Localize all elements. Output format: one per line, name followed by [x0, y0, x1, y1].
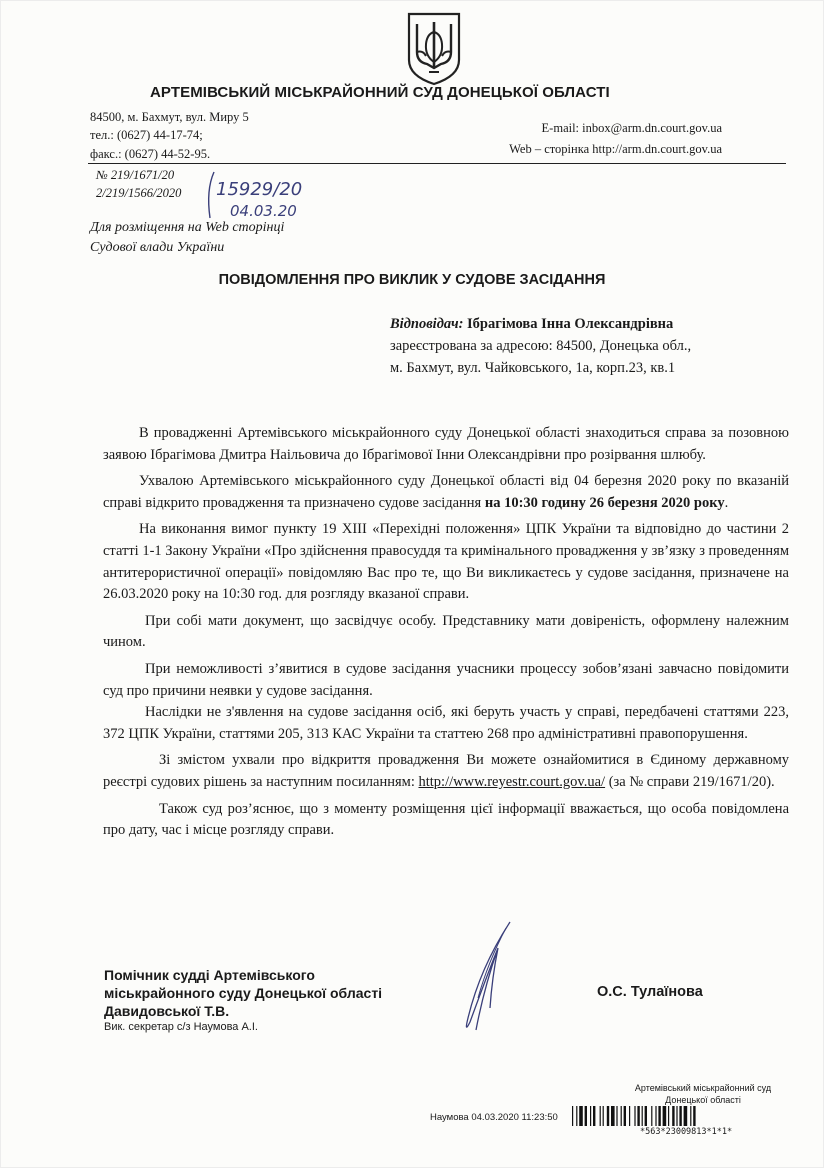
court-phone: тел.: (0627) 44-17-74;	[90, 128, 203, 142]
court-name: АРТЕМІВСЬКИЙ МІСЬКРАЙОННИЙ СУД ДОНЕЦЬКОЇ ОБЛАСТІ	[150, 84, 610, 101]
handwritten-reference: 15929/20	[216, 179, 303, 200]
barcode-number: *563*23009813*1*1*	[640, 1127, 733, 1137]
registration-stamp: Наумова 04.03.2020 11:23:50	[430, 1112, 558, 1123]
signatory-position-line2: міськрайонного суду Донецької області	[104, 985, 383, 1001]
paragraph-absence: При неможливості з’явитися в судове засідання учасники процессу зобов’язані завчасно повідомити суд про причини неявки у судове засідання.	[103, 660, 789, 699]
executor-note: Вик. секретар с/з Наумова А.І.	[104, 1021, 258, 1033]
paragraph-registry	[103, 750, 789, 793]
proceeding-number: 2/219/1566/2020	[96, 186, 182, 200]
notice-body	[103, 423, 789, 842]
signer-name: О.С. Тулаїнова	[597, 984, 703, 1000]
hearing-datetime: на 10:30 годину 26 березня 2020 року	[484, 494, 725, 511]
paragraph-summons: На виконання вимог пункту 19 ХІІІ «Перехідні положення» ЦПК України та відповідно до частини 2 статті 1-1 Закону України «Про здійснення правосуддя та кримінального провадження у зв’язку з проведенням антитерористичної операції» повідомляю Вас про те, що Ви викликаєтесь у судове засідання, призначене на 26.03.2020 року на 10:30 год. для розгляду вказаної справи.	[103, 521, 789, 603]
respondent-line	[390, 316, 673, 333]
paragraph-documents: При собі мати документ, що засвідчує особу. Представнику мати довіреність, оформлену належним чином.	[103, 612, 789, 651]
handwritten-signature	[440, 918, 530, 1038]
signatory-position-line3: Давидовської Т.В.	[104, 1003, 230, 1019]
court-stamp	[618, 1082, 788, 1106]
court-address: 84500, м. Бахмут, вул. Миру 5	[90, 110, 249, 124]
paragraph-ruling	[103, 471, 789, 514]
placement-note-line2: Судової влади України	[90, 240, 225, 255]
court-stamp-line2: Донецької області	[665, 1095, 741, 1105]
signatory-position-line1: Помічник судді Артемівського	[104, 967, 315, 983]
coat-of-arms-icon	[405, 10, 463, 86]
court-stamp-line1: Артемівський міськрайонний суд	[634, 1083, 772, 1093]
paragraph-case: В провадженні Артемівського міськрайонного суду Донецької області знаходиться справа за позовною заявою Ібрагімова Дмитра Наільовича до Ібрагімової Інни Олександрівни про розірвання шлюбу.	[103, 425, 789, 463]
court-email: E-mail: inbox@arm.dn.court.gov.ua	[541, 121, 722, 135]
document-title: ПОВІДОМЛЕННЯ ПРО ВИКЛИК У СУДОВЕ ЗАСІДАННЯ	[218, 272, 606, 288]
case-number: № 219/1671/20	[96, 168, 175, 182]
handwritten-date: 04.03.20	[230, 202, 297, 220]
paragraph-consequences: Наслідки не з'явлення на судове засідання осіб, які беруть участь у справі, передбачені статтями 223, 372 ЦПК України, статтями 205, 313 КАС України та статтею 268 про адміністративні правопорушення.	[103, 704, 789, 742]
signatory-position	[104, 966, 382, 1020]
respondent-name: Ібрагімова Інна Олександрівна	[467, 316, 674, 332]
paragraph-registry-end: (за № справи 219/1671/20).	[605, 773, 775, 790]
barcode	[572, 1106, 788, 1128]
court-fax: факс.: (0627) 44-52-95.	[90, 147, 211, 161]
court-website: Web – сторінка http://arm.dn.court.gov.ua	[509, 142, 722, 156]
paragraph-notice-effect: Також суд роз’яснює, що з моменту розміщення цієї інформації вважається, що особа повідомлена про дату, час і місце розгляду справи.	[103, 800, 789, 839]
respondent-address-line1: зареєстрована за адресою: 84500, Донецька обл.,	[390, 338, 692, 354]
respondent-address-line2: м. Бахмут, вул. Чайковського, 1а, корп.23, кв.1	[390, 360, 676, 376]
placement-note-line1: Для розміщення на Web сторінці	[90, 220, 285, 235]
respondent-label: Відповідач:	[390, 316, 464, 332]
paragraph-ruling-end: .	[724, 494, 729, 511]
handwritten-bracket	[204, 170, 216, 220]
paragraph-registry-text: Зі змістом ухвали про відкриття провадження Ви можете ознайомитися в Єдиному державному реєстрі судових рішень за наступним посиланням:	[103, 752, 789, 790]
header-divider	[88, 163, 786, 164]
registry-link[interactable]: http://www.reyestr.court.gov.ua/	[418, 773, 606, 790]
paragraph-ruling-text: Ухвалою Артемівського міськрайонного суду Донецької області від 04 березня 2020 року по вказаній справі відкрито провадження та призначено судове засідання	[103, 473, 789, 511]
